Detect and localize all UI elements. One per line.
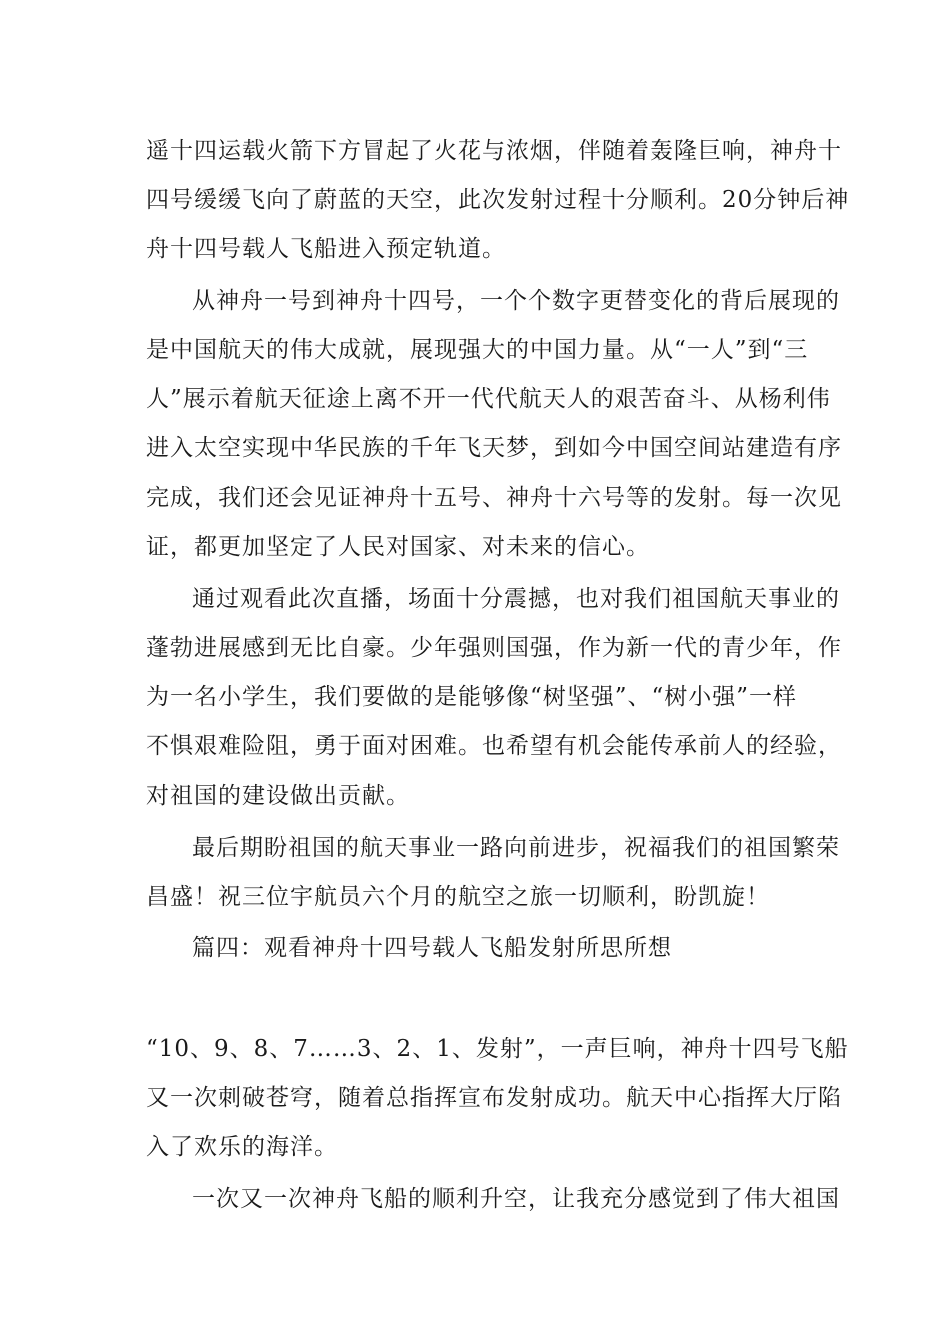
- text-line: 四号缓缓飞向了蔚蓝的天空，此次发射过程十分顺利。20分钟后神: [146, 187, 850, 213]
- text-line: 不惧艰难险阻，勇于面对困难。也希望有机会能传承前人的经验，: [146, 733, 842, 759]
- text-line: 遥十四运载火箭下方冒起了火花与浓烟，伴随着轰隆巨响，神舟十: [146, 138, 842, 164]
- text-line: 昌盛！祝三位宇航员六个月的航空之旅一切顺利，盼凯旋！: [146, 884, 770, 910]
- text-line: 舟十四号载人飞船进入预定轨道。: [146, 236, 506, 262]
- paragraph-start-line: 通过观看此次直播，场面十分震撼，也对我们祖国航天事业的: [192, 586, 840, 612]
- text-line: 是中国航天的伟大成就，展现强大的中国力量。从“一人”到“三: [146, 337, 809, 363]
- text-line: 入了欢乐的海洋。: [146, 1134, 338, 1160]
- text-line: 对祖国的建设做出贡献。: [146, 783, 410, 809]
- paragraph-start-line: “10、9、8、7……3、2、1、发射”，一声巨响，神舟十四号飞船: [146, 1036, 849, 1062]
- paragraph-start-line: 一次又一次神舟飞船的顺利升空，让我充分感觉到了伟大祖国: [192, 1186, 840, 1212]
- text-line: 蓬勃进展感到无比自豪。少年强则国强，作为新一代的青少年，作: [146, 635, 842, 661]
- paragraph-start-line: 从神舟一号到神舟十四号，一个个数字更替变化的背后展现的: [192, 288, 840, 314]
- text-line: 完成，我们还会见证神舟十五号、神舟十六号等的发射。每一次见: [146, 485, 842, 511]
- text-line: 证，都更加坚定了人民对国家、对未来的信心。: [146, 534, 650, 560]
- paragraph-start-line: 最后期盼祖国的航天事业一路向前进步，祝福我们的祖国繁荣: [192, 835, 840, 861]
- text-line: 人”展示着航天征途上离不开一代代航天人的艰苦奋斗、从杨利伟: [146, 386, 831, 412]
- section-heading: 篇四：观看神舟十四号载人飞船发射所思所想: [192, 935, 672, 961]
- text-line: 又一次刺破苍穹，随着总指挥宣布发射成功。航天中心指挥大厅陷: [146, 1085, 842, 1111]
- text-line: 进入太空实现中华民族的千年飞天梦，到如今中国空间站建造有序: [146, 435, 842, 461]
- text-line: 为一名小学生，我们要做的是能够像“树坚强”、“树小强”一样: [146, 684, 798, 710]
